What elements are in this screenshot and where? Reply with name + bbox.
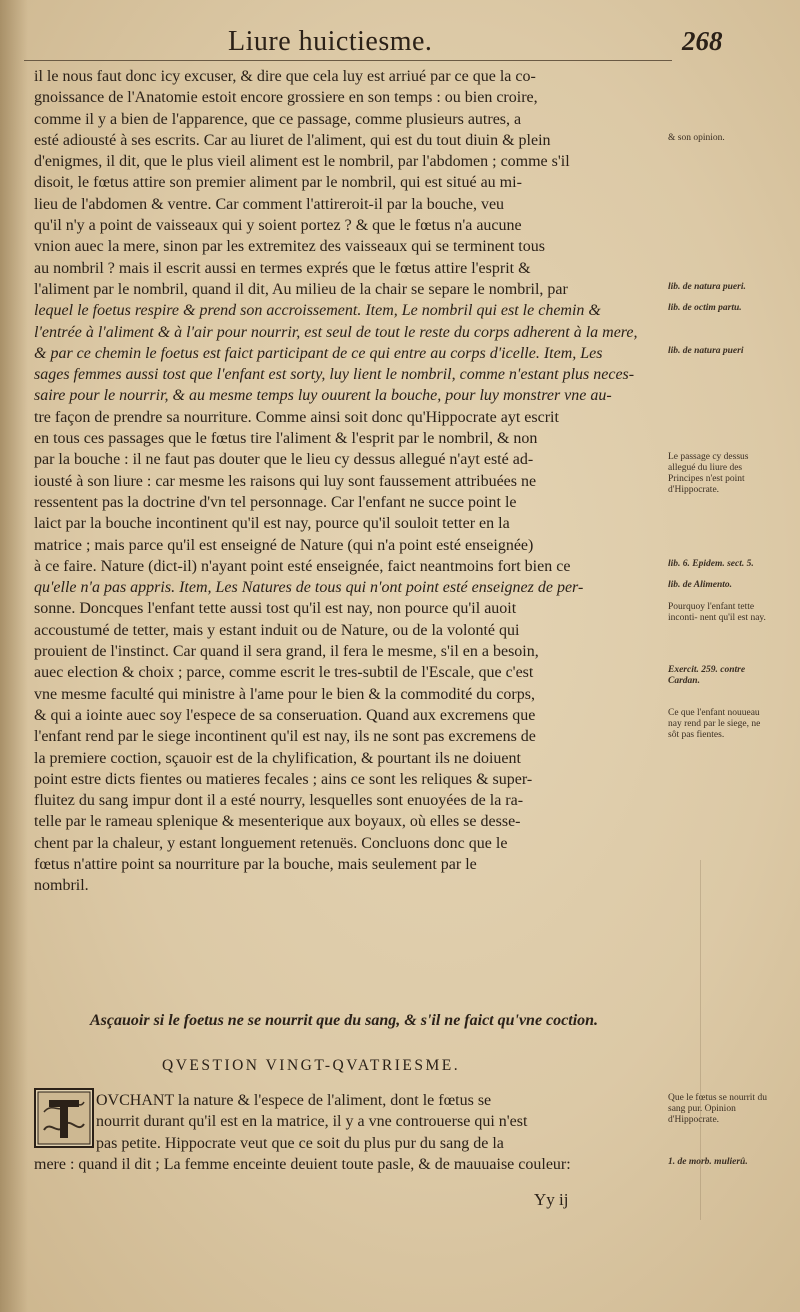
text-line: tre façon de prendre sa nourriture. Comme ainsi soit donc qu'Hippocrate ayt escrit [34, 408, 559, 426]
page-gutter-shadow [0, 0, 28, 1312]
paper-fold-mark [700, 860, 701, 1220]
text-line: comme il y a bien de l'apparence, que ce passage, comme plusieurs autres, a [34, 110, 522, 128]
text-line: OVCHANT la nature & l'espece de l'aliment, dont le fœtus se [96, 1092, 492, 1109]
text-line: esté adiousté à ses escrits. Car au liuret de l'aliment, qui est du tout diuin & plein [34, 131, 551, 149]
text-line: mere : quand il dit ; La femme enceinte deuient toute pasle, & de mauuaise couleur: [34, 1155, 571, 1173]
text-line: à ce faire. Nature (dict-il) n'ayant point esté enseignée, faict neantmoins fort bien ce [34, 557, 571, 575]
question-subtitle: Asçauoir si le foetus ne se nourrit que du sang, & s'il ne faict qu'vne coction. [90, 1012, 599, 1029]
text-line: matrice ; mais parce qu'il est enseigné de Nature (qui n'a point esté enseignée) [34, 536, 534, 554]
text-line: pas petite. Hippocrate veut que ce soit du plus pur du sang de la [96, 1134, 504, 1152]
text-line: fœtus n'attire point sa nourriture par la bouche, mais seulement par le [34, 855, 477, 873]
text-line: telle par le rameau splenique & mesenterique aux boyaux, où elles se desse- [34, 813, 521, 831]
text-line: il le nous faut donc icy excuser, & dire que cela luy est arriué par ce que la co- [34, 68, 536, 85]
lower-text-block [34, 1090, 662, 1175]
text-line: lieu de l'abdomen & ventre. Car comment l'attireroit-il par la bouche, veu [34, 195, 505, 213]
text-line: disoit, le fœtus attire son premier aliment par le nombril, qui est situé au mi- [34, 174, 522, 192]
margin-note: lib. de Alimento. [668, 580, 733, 591]
margin-note: Pourquoy l'enfant tette inconti- nent qu'il est nay. [668, 601, 766, 623]
text-line: gnoissance de l'Anatomie estoit encore grossiere en son temps : ou bien croire, [34, 89, 538, 107]
folio-number: 268 [682, 26, 723, 56]
text-line: saire pour le nourrir, & au mesme temps luy ouurent la bouche, pour luy monstrer vne au- [34, 387, 612, 405]
text-line: & qui a iointe auec soy l'espece de sa conseruation. Quand aux excremens que [34, 706, 536, 724]
signature-mark: Yy ij [534, 1190, 569, 1209]
text-line: qu'il n'y a point de vaisseaux qui y soient portez ? & que le fœtus n'a aucune [34, 217, 522, 235]
text-line: vnion auec la mere, sinon par les extremitez des vaisseaux qui se terminent tous [34, 238, 545, 256]
text-line: ressentent pas la doctrine d'vn tel personnage. Car l'enfant ne succe point le [34, 493, 517, 511]
margin-note: Le passage cy dessus allegué du liure des Principes n'est point d'Hippocrate. [668, 452, 749, 496]
text-line: point estre dicts fientes ou matieres fecales ; ains ce sont les reliques & super- [34, 770, 533, 788]
text-line: la premiere coction, sçauoir est de la chylification, & pourtant ils ne doiuent [34, 749, 521, 767]
margin-note: lib. 6. Epidem. sect. 5. [668, 558, 754, 569]
margin-note: lib. de natura pueri. [668, 282, 746, 292]
margin-note: Ce que l'enfant nouueau nay rend par le siege, ne sôt pas fientes. [668, 708, 761, 740]
text-line: lequel le foetus respire & prend son accroissement. Item, Le nombril qui est le chemin & [34, 302, 601, 320]
text-line: l'enfant rend par le siege incontinent qu'il est nay, ils ne sont pas excremens de [34, 728, 536, 746]
text-line: iousté à son liure : car mesme les raisons qui luy sont faussement attribuées ne [34, 472, 537, 490]
margin-note: Exercit. 259. contre Cardan. [668, 665, 746, 687]
text-line: & par ce chemin le foetus est faict participant de ce qui entre au corps d'icelle. Item, Les [34, 344, 603, 362]
margin-note: lib. de octim partu. [668, 303, 742, 314]
section-heading: QVESTION VINGT-QVATRIESME. [162, 1057, 461, 1074]
text-line: l'aliment par le nombril, quand il dit, Au milieu de la chair se separe le nombril, par [34, 280, 568, 298]
text-line: auec election & choix ; parce, comme escrit le tres-subtil de l'Escale, que c'est [34, 664, 534, 682]
text-line: laict par la bouche incontinent qu'il est nay, pource qu'il souloit tetter en la [34, 515, 510, 533]
text-line: prouient de l'instinct. Car quand il sera grand, il fera le mesme, s'il en a besoin, [34, 643, 539, 661]
text-line: accoustumé de tetter, mais y estant induit ou de Nature, ou de la volonté qui [34, 621, 520, 639]
text-line: chent par la chaleur, y estant longuement retenuës. Concluons donc que le [34, 834, 508, 852]
text-line: sonne. Doncques l'enfant tette aussi tost qu'il est nay, non pource qu'il auoit [34, 600, 517, 618]
text-line: en tous ces passages que le fœtus tire l'aliment & l'esprit par le nombril, & non [34, 430, 538, 448]
page-header [0, 22, 800, 62]
header-rule [24, 60, 672, 61]
margin-note: & son opinion. [668, 132, 725, 143]
margin-note: lib. de natura pueri [668, 345, 744, 356]
main-text-block [34, 66, 662, 897]
text-line: au nombril ? mais il escrit aussi en termes exprés que le fœtus attire l'esprit & [34, 259, 531, 277]
text-line: l'entrée à l'aliment & à l'air pour nourrir, est seul de tout le reste du corps adherent à la mere, [34, 323, 638, 341]
text-line: par la bouche : il ne faut pas douter que le lieu cy dessus allegué n'ayt esté ad- [34, 451, 534, 469]
running-title: Liure huictiesme. [228, 26, 433, 57]
margin-note: 1. de morb. mulierû. [668, 1156, 748, 1167]
text-line: nourrit durant qu'il est en la matrice, il y a vne controuerse qui n'est [96, 1113, 528, 1131]
text-line: nombril. [34, 877, 89, 895]
text-line: qu'elle n'a pas appris. Item, Les Natures de tous qui n'ont point esté enseignez de per- [34, 579, 584, 597]
text-line: fluitez du sang impur dont il a esté nourry, lesquelles sont enuoyées de la ra- [34, 792, 524, 810]
text-line: d'enigmes, il dit, que le plus vieil aliment est le nombril, par l'abdomen ; comme s'il [34, 153, 570, 171]
text-line: sages femmes aussi tost que l'enfant est sorty, luy lient le nombril, comme n'estant plus neces- [34, 366, 635, 384]
text-line: vne mesme faculté qui ministre à l'ame pour le bien & la commodité du corps, [34, 685, 535, 703]
margin-note: Que le fœtus se nourrit du sang pur. Opinion d'Hippocrate. [668, 1093, 767, 1125]
